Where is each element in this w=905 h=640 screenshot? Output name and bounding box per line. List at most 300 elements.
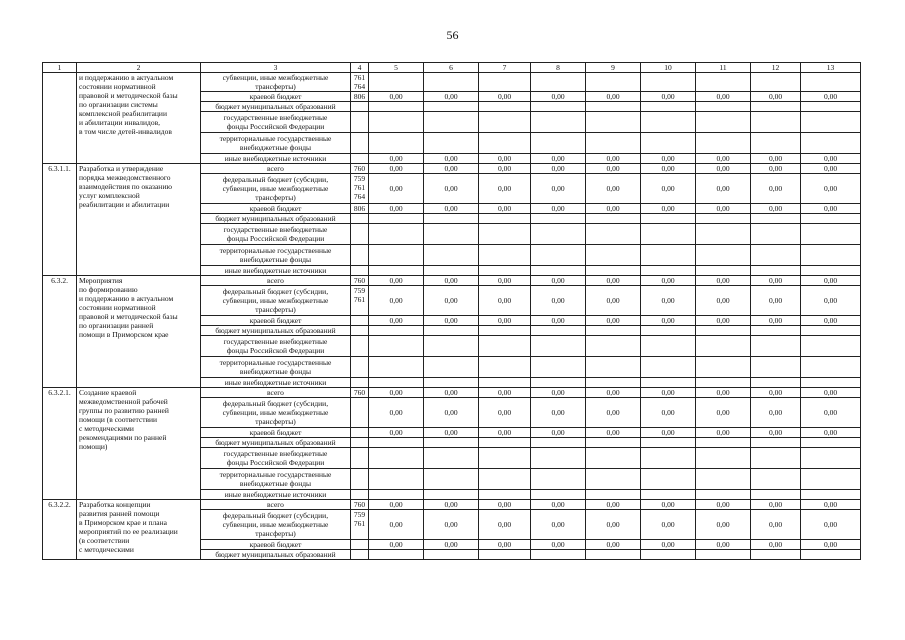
empty-cell — [801, 245, 861, 266]
column-header: 3 — [201, 63, 351, 73]
empty-cell — [586, 133, 641, 154]
value-cell: 0,00 — [751, 428, 801, 438]
value-cell: 0,00 — [531, 164, 586, 174]
value-cell: 0,00 — [696, 164, 751, 174]
value-cell: 0,00 — [369, 174, 424, 204]
funding-source: территориальные государственные внебюджетные фонды — [201, 469, 351, 490]
activity-code: 6.3.2.1. — [43, 388, 77, 500]
empty-cell — [424, 438, 479, 448]
value-cell: 0,00 — [369, 154, 424, 164]
value-cell: 0,00 — [696, 510, 751, 540]
empty-cell — [531, 266, 586, 276]
empty-cell — [369, 469, 424, 490]
empty-cell — [801, 326, 861, 336]
empty-cell — [479, 438, 531, 448]
value-cell: 0,00 — [801, 276, 861, 286]
value-cell: 0,00 — [801, 398, 861, 428]
kbk-code — [351, 469, 369, 490]
empty-cell — [479, 73, 531, 92]
funding-source: федеральный бюджет (субсидии, субвенции, иные межбюджетные трансферты) — [201, 286, 351, 316]
kbk-code: 806 — [351, 204, 369, 214]
empty-cell — [479, 469, 531, 490]
table-row — [43, 500, 861, 510]
value-cell: 0,00 — [531, 398, 586, 428]
value-cell: 0,00 — [641, 286, 696, 316]
empty-cell — [751, 73, 801, 92]
column-header: 12 — [751, 63, 801, 73]
empty-cell — [479, 448, 531, 469]
empty-cell — [641, 378, 696, 388]
value-cell: 0,00 — [479, 92, 531, 102]
value-cell: 0,00 — [586, 286, 641, 316]
empty-cell — [479, 378, 531, 388]
empty-cell — [641, 448, 696, 469]
value-cell: 0,00 — [424, 540, 479, 550]
empty-cell — [369, 357, 424, 378]
header-row — [43, 63, 861, 73]
funding-source: государственные внебюджетные фонды Российской Федерации — [201, 336, 351, 357]
empty-cell — [424, 266, 479, 276]
empty-cell — [696, 357, 751, 378]
funding-source: государственные внебюджетные фонды Российской Федерации — [201, 224, 351, 245]
empty-cell — [751, 266, 801, 276]
value-cell: 0,00 — [424, 500, 479, 510]
empty-cell — [424, 224, 479, 245]
empty-cell — [696, 448, 751, 469]
value-cell: 0,00 — [696, 398, 751, 428]
value-cell: 0,00 — [801, 174, 861, 204]
kbk-code — [351, 154, 369, 164]
value-cell: 0,00 — [424, 316, 479, 326]
table-row — [43, 164, 861, 174]
empty-cell — [586, 448, 641, 469]
empty-cell — [479, 224, 531, 245]
funding-source: территориальные государственные внебюджетные фонды — [201, 357, 351, 378]
value-cell: 0,00 — [586, 316, 641, 326]
empty-cell — [531, 448, 586, 469]
empty-cell — [696, 336, 751, 357]
kbk-code — [351, 428, 369, 438]
empty-cell — [424, 73, 479, 92]
funding-source: всего — [201, 500, 351, 510]
empty-cell — [424, 112, 479, 133]
empty-cell — [801, 102, 861, 112]
kbk-code — [351, 378, 369, 388]
value-cell: 0,00 — [801, 540, 861, 550]
empty-cell — [641, 112, 696, 133]
value-cell: 0,00 — [531, 174, 586, 204]
empty-cell — [424, 102, 479, 112]
empty-cell — [586, 550, 641, 560]
empty-cell — [369, 378, 424, 388]
value-cell: 0,00 — [641, 316, 696, 326]
empty-cell — [479, 326, 531, 336]
empty-cell — [586, 224, 641, 245]
empty-cell — [369, 326, 424, 336]
empty-cell — [586, 378, 641, 388]
value-cell: 0,00 — [751, 204, 801, 214]
funding-source: бюджет муниципальных образований — [201, 438, 351, 448]
activity-name: Создание краевой межведомственной рабочей группы по развитию ранней помощи (в соответствии с методическими рекомендациями по ранней помощи) — [77, 388, 201, 500]
kbk-code: 760 — [351, 388, 369, 398]
activity-code — [43, 73, 77, 164]
column-header: 10 — [641, 63, 696, 73]
empty-cell — [696, 490, 751, 500]
empty-cell — [586, 336, 641, 357]
empty-cell — [479, 266, 531, 276]
empty-cell — [479, 133, 531, 154]
empty-cell — [696, 102, 751, 112]
budget-table — [42, 62, 861, 560]
empty-cell — [531, 378, 586, 388]
empty-cell — [479, 102, 531, 112]
empty-cell — [424, 357, 479, 378]
kbk-code: 761 764 — [351, 73, 369, 92]
column-header: 4 — [351, 63, 369, 73]
empty-cell — [801, 224, 861, 245]
empty-cell — [696, 73, 751, 92]
empty-cell — [641, 357, 696, 378]
empty-cell — [424, 133, 479, 154]
value-cell: 0,00 — [696, 276, 751, 286]
value-cell: 0,00 — [586, 428, 641, 438]
empty-cell — [696, 224, 751, 245]
empty-cell — [751, 490, 801, 500]
empty-cell — [801, 378, 861, 388]
empty-cell — [531, 112, 586, 133]
value-cell: 0,00 — [641, 276, 696, 286]
empty-cell — [641, 224, 696, 245]
value-cell: 0,00 — [751, 316, 801, 326]
value-cell: 0,00 — [801, 164, 861, 174]
value-cell: 0,00 — [424, 388, 479, 398]
value-cell: 0,00 — [424, 164, 479, 174]
kbk-code: 759 761 — [351, 510, 369, 540]
column-header: 1 — [43, 63, 77, 73]
value-cell: 0,00 — [696, 92, 751, 102]
kbk-code — [351, 245, 369, 266]
funding-source: бюджет муниципальных образований — [201, 326, 351, 336]
value-cell: 0,00 — [424, 286, 479, 316]
value-cell: 0,00 — [586, 92, 641, 102]
empty-cell — [479, 490, 531, 500]
page-number: 56 — [446, 28, 459, 42]
funding-source: государственные внебюджетные фонды Российской Федерации — [201, 112, 351, 133]
empty-cell — [369, 102, 424, 112]
empty-cell — [369, 245, 424, 266]
empty-cell — [751, 133, 801, 154]
kbk-code — [351, 224, 369, 245]
empty-cell — [586, 245, 641, 266]
value-cell: 0,00 — [801, 428, 861, 438]
value-cell: 0,00 — [751, 398, 801, 428]
kbk-code — [351, 316, 369, 326]
funding-source: всего — [201, 164, 351, 174]
value-cell: 0,00 — [369, 92, 424, 102]
value-cell: 0,00 — [586, 510, 641, 540]
value-cell: 0,00 — [586, 540, 641, 550]
empty-cell — [801, 490, 861, 500]
kbk-code — [351, 326, 369, 336]
empty-cell — [586, 73, 641, 92]
empty-cell — [696, 326, 751, 336]
kbk-code — [351, 398, 369, 428]
value-cell: 0,00 — [586, 398, 641, 428]
empty-cell — [369, 73, 424, 92]
value-cell: 0,00 — [369, 204, 424, 214]
kbk-code: 806 — [351, 92, 369, 102]
empty-cell — [641, 438, 696, 448]
empty-cell — [586, 469, 641, 490]
value-cell: 0,00 — [696, 540, 751, 550]
empty-cell — [369, 133, 424, 154]
value-cell: 0,00 — [751, 540, 801, 550]
value-cell: 0,00 — [641, 428, 696, 438]
value-cell: 0,00 — [586, 388, 641, 398]
value-cell: 0,00 — [751, 276, 801, 286]
value-cell: 0,00 — [696, 286, 751, 316]
empty-cell — [369, 112, 424, 133]
value-cell: 0,00 — [531, 428, 586, 438]
value-cell: 0,00 — [424, 154, 479, 164]
empty-cell — [369, 438, 424, 448]
value-cell: 0,00 — [531, 540, 586, 550]
value-cell: 0,00 — [424, 398, 479, 428]
empty-cell — [586, 266, 641, 276]
empty-cell — [751, 326, 801, 336]
column-header: 5 — [369, 63, 424, 73]
value-cell: 0,00 — [696, 316, 751, 326]
empty-cell — [751, 224, 801, 245]
value-cell: 0,00 — [531, 204, 586, 214]
empty-cell — [586, 438, 641, 448]
activity-name: Разработка и утверждение порядка межведомственного взаимодействия по оказанию услуг комплексной реабилитации и абилитации — [77, 164, 201, 276]
empty-cell — [586, 214, 641, 224]
empty-cell — [531, 357, 586, 378]
value-cell: 0,00 — [479, 540, 531, 550]
value-cell: 0,00 — [696, 204, 751, 214]
empty-cell — [696, 112, 751, 133]
value-cell: 0,00 — [641, 510, 696, 540]
value-cell: 0,00 — [424, 428, 479, 438]
empty-cell — [424, 448, 479, 469]
value-cell: 0,00 — [369, 316, 424, 326]
empty-cell — [801, 550, 861, 560]
empty-cell — [801, 214, 861, 224]
funding-source: бюджет муниципальных образований — [201, 214, 351, 224]
empty-cell — [751, 245, 801, 266]
empty-cell — [586, 357, 641, 378]
value-cell: 0,00 — [641, 164, 696, 174]
value-cell: 0,00 — [369, 388, 424, 398]
empty-cell — [696, 214, 751, 224]
value-cell: 0,00 — [479, 388, 531, 398]
empty-cell — [801, 73, 861, 92]
empty-cell — [696, 133, 751, 154]
empty-cell — [696, 438, 751, 448]
kbk-code — [351, 266, 369, 276]
value-cell: 0,00 — [369, 540, 424, 550]
column-header: 8 — [531, 63, 586, 73]
empty-cell — [801, 438, 861, 448]
empty-cell — [641, 336, 696, 357]
empty-cell — [531, 336, 586, 357]
empty-cell — [641, 214, 696, 224]
value-cell: 0,00 — [479, 174, 531, 204]
empty-cell — [479, 214, 531, 224]
funding-source: территориальные государственные внебюджетные фонды — [201, 133, 351, 154]
empty-cell — [751, 438, 801, 448]
funding-source: государственные внебюджетные фонды Российской Федерации — [201, 448, 351, 469]
value-cell: 0,00 — [424, 92, 479, 102]
empty-cell — [586, 326, 641, 336]
value-cell: 0,00 — [801, 500, 861, 510]
value-cell: 0,00 — [369, 398, 424, 428]
value-cell: 0,00 — [424, 276, 479, 286]
empty-cell — [801, 469, 861, 490]
empty-cell — [641, 326, 696, 336]
value-cell: 0,00 — [641, 398, 696, 428]
empty-cell — [424, 326, 479, 336]
activity-code: 6.3.2. — [43, 276, 77, 388]
empty-cell — [696, 378, 751, 388]
empty-cell — [479, 357, 531, 378]
value-cell: 0,00 — [424, 174, 479, 204]
value-cell: 0,00 — [801, 154, 861, 164]
empty-cell — [531, 214, 586, 224]
value-cell: 0,00 — [531, 276, 586, 286]
empty-cell — [424, 214, 479, 224]
value-cell: 0,00 — [751, 500, 801, 510]
funding-source: иные внебюджетные источники — [201, 266, 351, 276]
empty-cell — [531, 102, 586, 112]
empty-cell — [531, 224, 586, 245]
empty-cell — [751, 469, 801, 490]
value-cell: 0,00 — [586, 204, 641, 214]
activity-name: Мероприятия по формированию и поддержанию в актуальном состоянии нормативной правовой и методической базы по организации ранней помощи в Приморском крае — [77, 276, 201, 388]
column-header: 13 — [801, 63, 861, 73]
empty-cell — [801, 133, 861, 154]
kbk-code: 760 — [351, 276, 369, 286]
empty-cell — [801, 266, 861, 276]
funding-source: краевой бюджет — [201, 428, 351, 438]
empty-cell — [424, 378, 479, 388]
value-cell: 0,00 — [531, 510, 586, 540]
empty-cell — [641, 245, 696, 266]
value-cell: 0,00 — [531, 286, 586, 316]
value-cell: 0,00 — [369, 286, 424, 316]
value-cell: 0,00 — [531, 500, 586, 510]
value-cell: 0,00 — [751, 164, 801, 174]
value-cell: 0,00 — [751, 154, 801, 164]
empty-cell — [369, 336, 424, 357]
empty-cell — [479, 336, 531, 357]
empty-cell — [479, 112, 531, 133]
funding-source: бюджет муниципальных образований — [201, 102, 351, 112]
empty-cell — [531, 490, 586, 500]
value-cell: 0,00 — [369, 500, 424, 510]
empty-cell — [586, 490, 641, 500]
column-header: 11 — [696, 63, 751, 73]
funding-source: краевой бюджет — [201, 92, 351, 102]
value-cell: 0,00 — [479, 316, 531, 326]
column-header: 2 — [77, 63, 201, 73]
value-cell: 0,00 — [801, 204, 861, 214]
value-cell: 0,00 — [801, 510, 861, 540]
value-cell: 0,00 — [586, 174, 641, 204]
kbk-code — [351, 112, 369, 133]
kbk-code — [351, 438, 369, 448]
empty-cell — [531, 133, 586, 154]
value-cell: 0,00 — [369, 428, 424, 438]
funding-source: иные внебюджетные источники — [201, 378, 351, 388]
value-cell: 0,00 — [801, 92, 861, 102]
empty-cell — [369, 490, 424, 500]
value-cell: 0,00 — [696, 500, 751, 510]
kbk-code — [351, 540, 369, 550]
value-cell: 0,00 — [696, 428, 751, 438]
kbk-code — [351, 133, 369, 154]
empty-cell — [751, 102, 801, 112]
funding-source: краевой бюджет — [201, 204, 351, 214]
kbk-code: 760 — [351, 500, 369, 510]
kbk-code — [351, 357, 369, 378]
empty-cell — [424, 245, 479, 266]
value-cell: 0,00 — [479, 428, 531, 438]
empty-cell — [696, 245, 751, 266]
funding-source: федеральный бюджет (субсидии, субвенции, иные межбюджетные трансферты) — [201, 174, 351, 204]
value-cell: 0,00 — [586, 164, 641, 174]
kbk-code: 759 761 — [351, 286, 369, 316]
table-row — [43, 388, 861, 398]
value-cell: 0,00 — [641, 92, 696, 102]
empty-cell — [531, 73, 586, 92]
value-cell: 0,00 — [801, 316, 861, 326]
value-cell: 0,00 — [696, 174, 751, 204]
value-cell: 0,00 — [369, 164, 424, 174]
funding-source: иные внебюджетные источники — [201, 490, 351, 500]
funding-source: всего — [201, 276, 351, 286]
empty-cell — [751, 214, 801, 224]
kbk-code — [351, 214, 369, 224]
funding-source: федеральный бюджет (субсидии, субвенции, иные межбюджетные трансферты) — [201, 398, 351, 428]
value-cell: 0,00 — [531, 316, 586, 326]
value-cell: 0,00 — [369, 276, 424, 286]
activity-name: Разработка концепции развития ранней помощи в Приморском крае и плана мероприятий по ее реализации (в соответствии с методическими — [77, 500, 201, 560]
value-cell: 0,00 — [641, 388, 696, 398]
empty-cell — [424, 469, 479, 490]
value-cell: 0,00 — [479, 398, 531, 428]
value-cell: 0,00 — [479, 276, 531, 286]
value-cell: 0,00 — [751, 174, 801, 204]
empty-cell — [369, 448, 424, 469]
value-cell: 0,00 — [479, 500, 531, 510]
empty-cell — [641, 550, 696, 560]
empty-cell — [696, 469, 751, 490]
value-cell: 0,00 — [424, 510, 479, 540]
empty-cell — [586, 102, 641, 112]
value-cell: 0,00 — [751, 388, 801, 398]
value-cell: 0,00 — [801, 286, 861, 316]
table-row — [43, 276, 861, 286]
empty-cell — [641, 133, 696, 154]
value-cell: 0,00 — [696, 154, 751, 164]
empty-cell — [801, 448, 861, 469]
empty-cell — [531, 245, 586, 266]
empty-cell — [586, 112, 641, 133]
empty-cell — [369, 224, 424, 245]
empty-cell — [531, 550, 586, 560]
